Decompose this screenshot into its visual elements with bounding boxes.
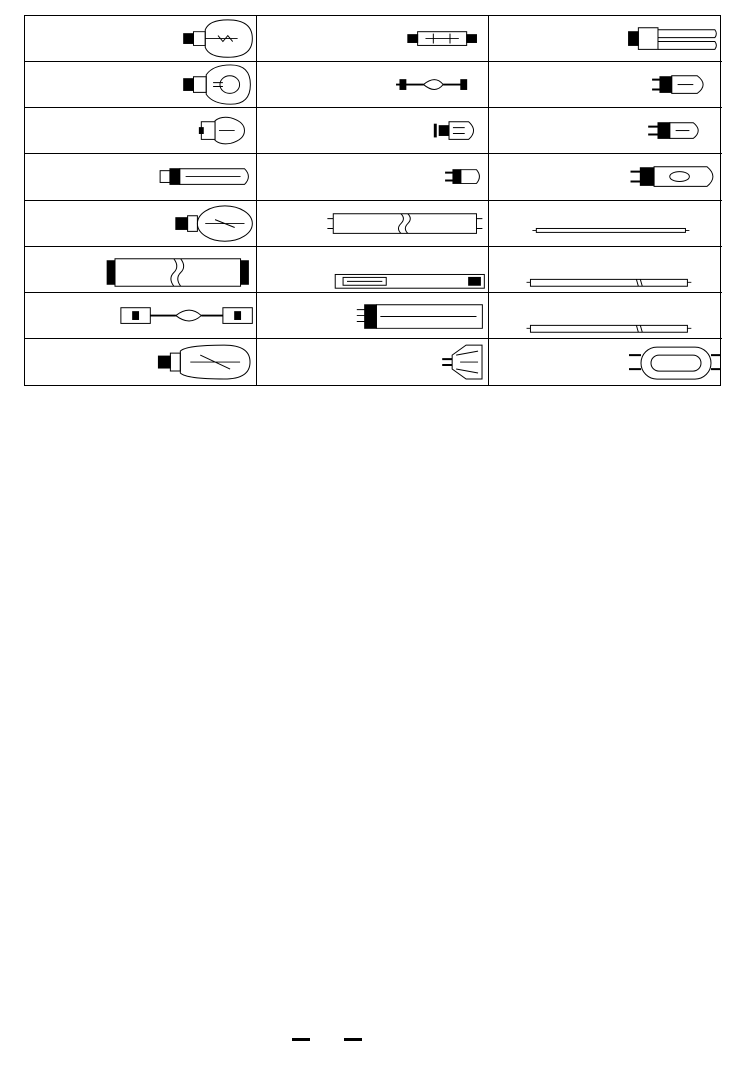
- lamp-cell: [257, 62, 489, 108]
- lamp-cell: [489, 154, 722, 200]
- lamp-cell: [489, 62, 722, 108]
- xenon-short-arc-icon: [257, 62, 488, 107]
- lamp-cell: [25, 293, 257, 339]
- lamp-cell: [489, 339, 722, 385]
- halogen-h4-headlamp-icon: [257, 108, 488, 153]
- fluorescent-tube-t8-icon: [257, 201, 488, 246]
- lamp-type-grid: [24, 15, 721, 386]
- bi-pin-capsule-small-icon: [489, 108, 722, 153]
- fluorescent-t5-twin-icon: [489, 293, 722, 338]
- incandescent-bulb-large-icon: [25, 16, 256, 61]
- lamp-cell: [257, 16, 489, 62]
- lamp-cell: [257, 293, 489, 339]
- lamp-cell: [489, 293, 722, 339]
- halogen-capsule-g9-icon: [489, 62, 722, 107]
- lamp-cell: [25, 154, 257, 200]
- lamp-cell: [489, 108, 722, 154]
- incandescent-bulb-filament-icon: [25, 62, 256, 107]
- compact-fluorescent-u-icon: [489, 16, 722, 61]
- lamp-cell: [489, 16, 722, 62]
- mr16-reflector-icon: [257, 339, 488, 385]
- fluorescent-t5-icon: [489, 247, 722, 292]
- lamp-cell: [25, 339, 257, 385]
- lamp-cell: [25, 62, 257, 108]
- lamp-cell: [257, 247, 489, 293]
- footer-mark-left: [292, 1038, 310, 1041]
- lamp-cell: [257, 339, 489, 385]
- lamp-cell: [25, 108, 257, 154]
- uv-tube-large-caps-icon: [25, 247, 256, 292]
- short-arc-double-socket-icon: [25, 293, 256, 338]
- lamp-cell: [25, 16, 257, 62]
- footer-mark-right: [344, 1038, 362, 1041]
- lamp-cell: [257, 154, 489, 200]
- electronic-ballast-icon: [257, 247, 488, 292]
- lamp-cell: [257, 108, 489, 154]
- bayonet-small-bulb-icon: [25, 108, 256, 153]
- induction-lamp-icon: [489, 339, 722, 385]
- sodium-tubular-icon: [25, 154, 256, 199]
- lamp-cell: [489, 201, 722, 247]
- lamp-cell: [257, 201, 489, 247]
- metal-halide-bipin-icon: [489, 154, 722, 199]
- lamp-cell: [25, 247, 257, 293]
- lamp-cell: [25, 201, 257, 247]
- mercury-ellipsoid-icon: [25, 201, 256, 246]
- metal-halide-e40-icon: [25, 339, 256, 385]
- halogen-mini-capsule-icon: [257, 154, 488, 199]
- compact-fluorescent-2g11-icon: [257, 293, 488, 338]
- linear-slim-tube-icon: [489, 201, 722, 246]
- lamp-cell: [489, 247, 722, 293]
- metal-halide-double-ended-icon: [257, 16, 488, 61]
